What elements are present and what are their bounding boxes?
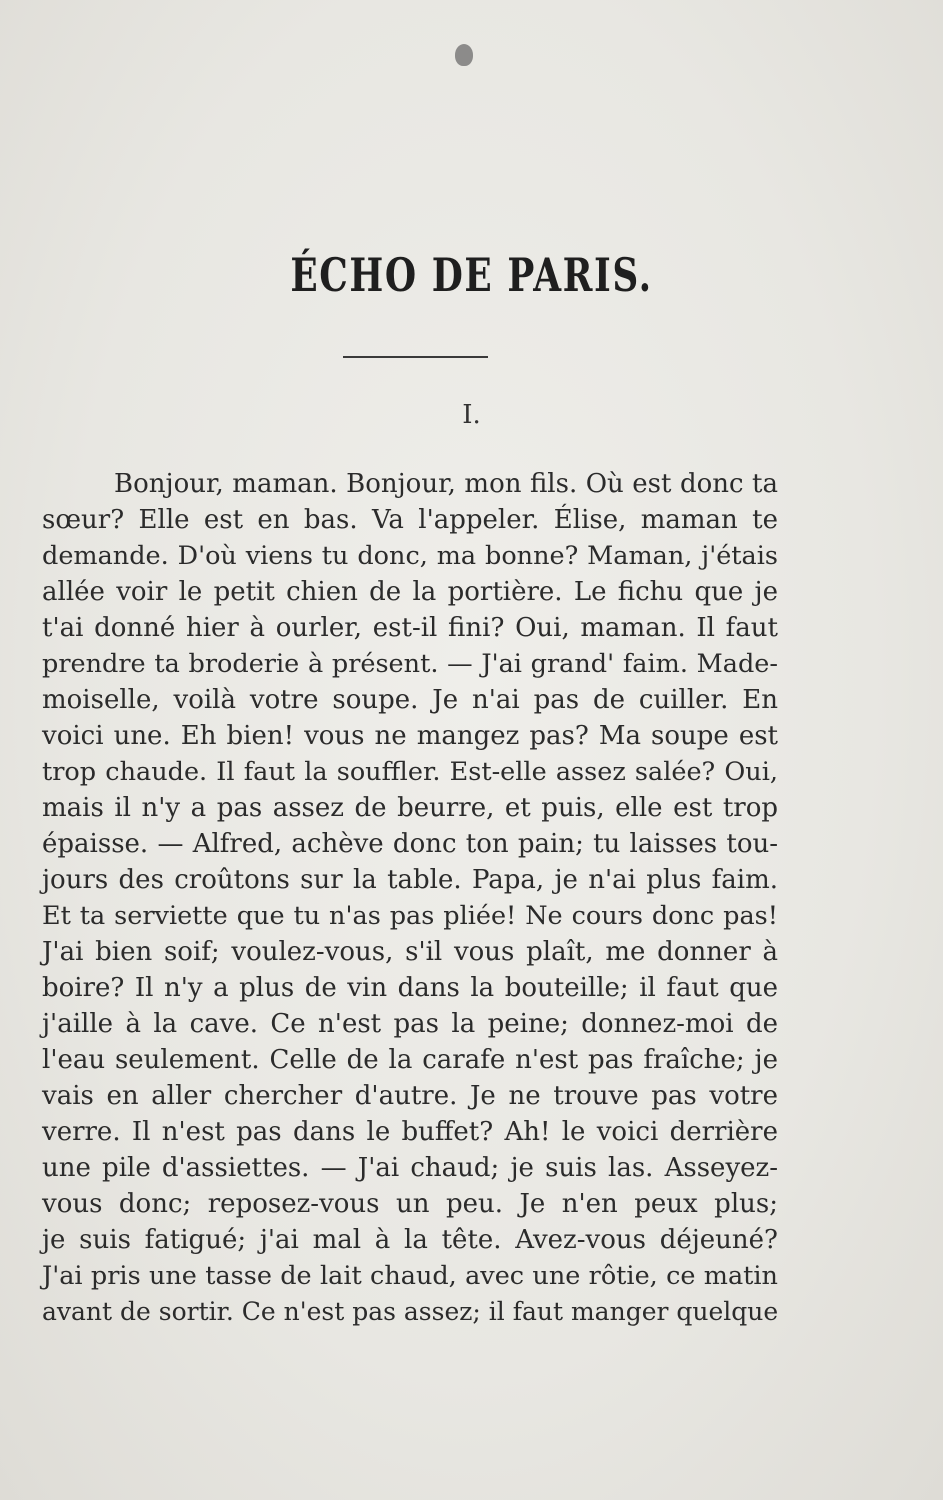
section-numeral: I. [462, 400, 481, 430]
ornament-icon [455, 44, 473, 66]
text-line: Bonjour, maman. Bonjour, mon fils. Où est donc ta [114, 469, 778, 499]
text-line: verre. Il n'est pas dans le buffet? Ah! le voici derrière [42, 1117, 778, 1147]
text-line: épaisse. — Alfred, achève donc ton pain; tu laisses tou- [42, 829, 778, 859]
text-line: moiselle, voilà votre soupe. Je n'ai pas de cuiller. En [42, 685, 778, 715]
text-line: allée voir le petit chien de la portière. Le fichu que je [42, 577, 778, 607]
title-rule [343, 356, 488, 358]
text-line: Et ta serviette que tu n'as pas pliée! Ne cours donc pas! [42, 901, 778, 931]
text-line: mais il n'y a pas assez de beurre, et puis, elle est trop [42, 793, 778, 823]
text-line: boire? Il n'y a plus de vin dans la bouteille; il faut que [42, 973, 778, 1003]
text-line: je suis fatigué; j'ai mal à la tête. Avez-vous déjeuné? [42, 1225, 778, 1255]
text-line: voici une. Eh bien! vous ne mangez pas? Ma soupe est [42, 721, 778, 751]
text-line: J'ai bien soif; voulez-vous, s'il vous plaît, me donner à [42, 937, 778, 967]
text-line: l'eau seulement. Celle de la carafe n'est pas fraîche; je [42, 1045, 778, 1075]
text-line: trop chaude. Il faut la souffler. Est-elle assez salée? Oui, [42, 757, 778, 787]
text-line: sœur? Elle est en bas. Va l'appeler. Élise, maman te [42, 505, 778, 535]
text-line: une pile d'assiettes. — J'ai chaud; je suis las. Asseyez- [42, 1153, 778, 1183]
text-line: demande. D'où viens tu donc, ma bonne? Maman, j'étais [42, 541, 778, 571]
text-line: J'ai pris une tasse de lait chaud, avec une rôtie, ce matin [42, 1261, 778, 1291]
body-text [42, 466, 778, 1330]
text-line: j'aille à la cave. Ce n'est pas la peine; donnez-moi de [42, 1009, 778, 1039]
text-line: jours des croûtons sur la table. Papa, je n'ai plus faim. [42, 865, 778, 895]
text-line: t'ai donné hier à ourler, est-il fini? Oui, maman. Il faut [42, 613, 778, 643]
text-line: vais en aller chercher d'autre. Je ne trouve pas votre [42, 1081, 778, 1111]
text-line: vous donc; reposez-vous un peu. Je n'en peux plus; [42, 1189, 778, 1219]
page-title: ÉCHO DE PARIS. [290, 248, 653, 302]
text-line: avant de sortir. Ce n'est pas assez; il faut manger quelque [42, 1297, 779, 1326]
text-line: prendre ta broderie à présent. — J'ai grand' faim. Made- [42, 649, 778, 679]
